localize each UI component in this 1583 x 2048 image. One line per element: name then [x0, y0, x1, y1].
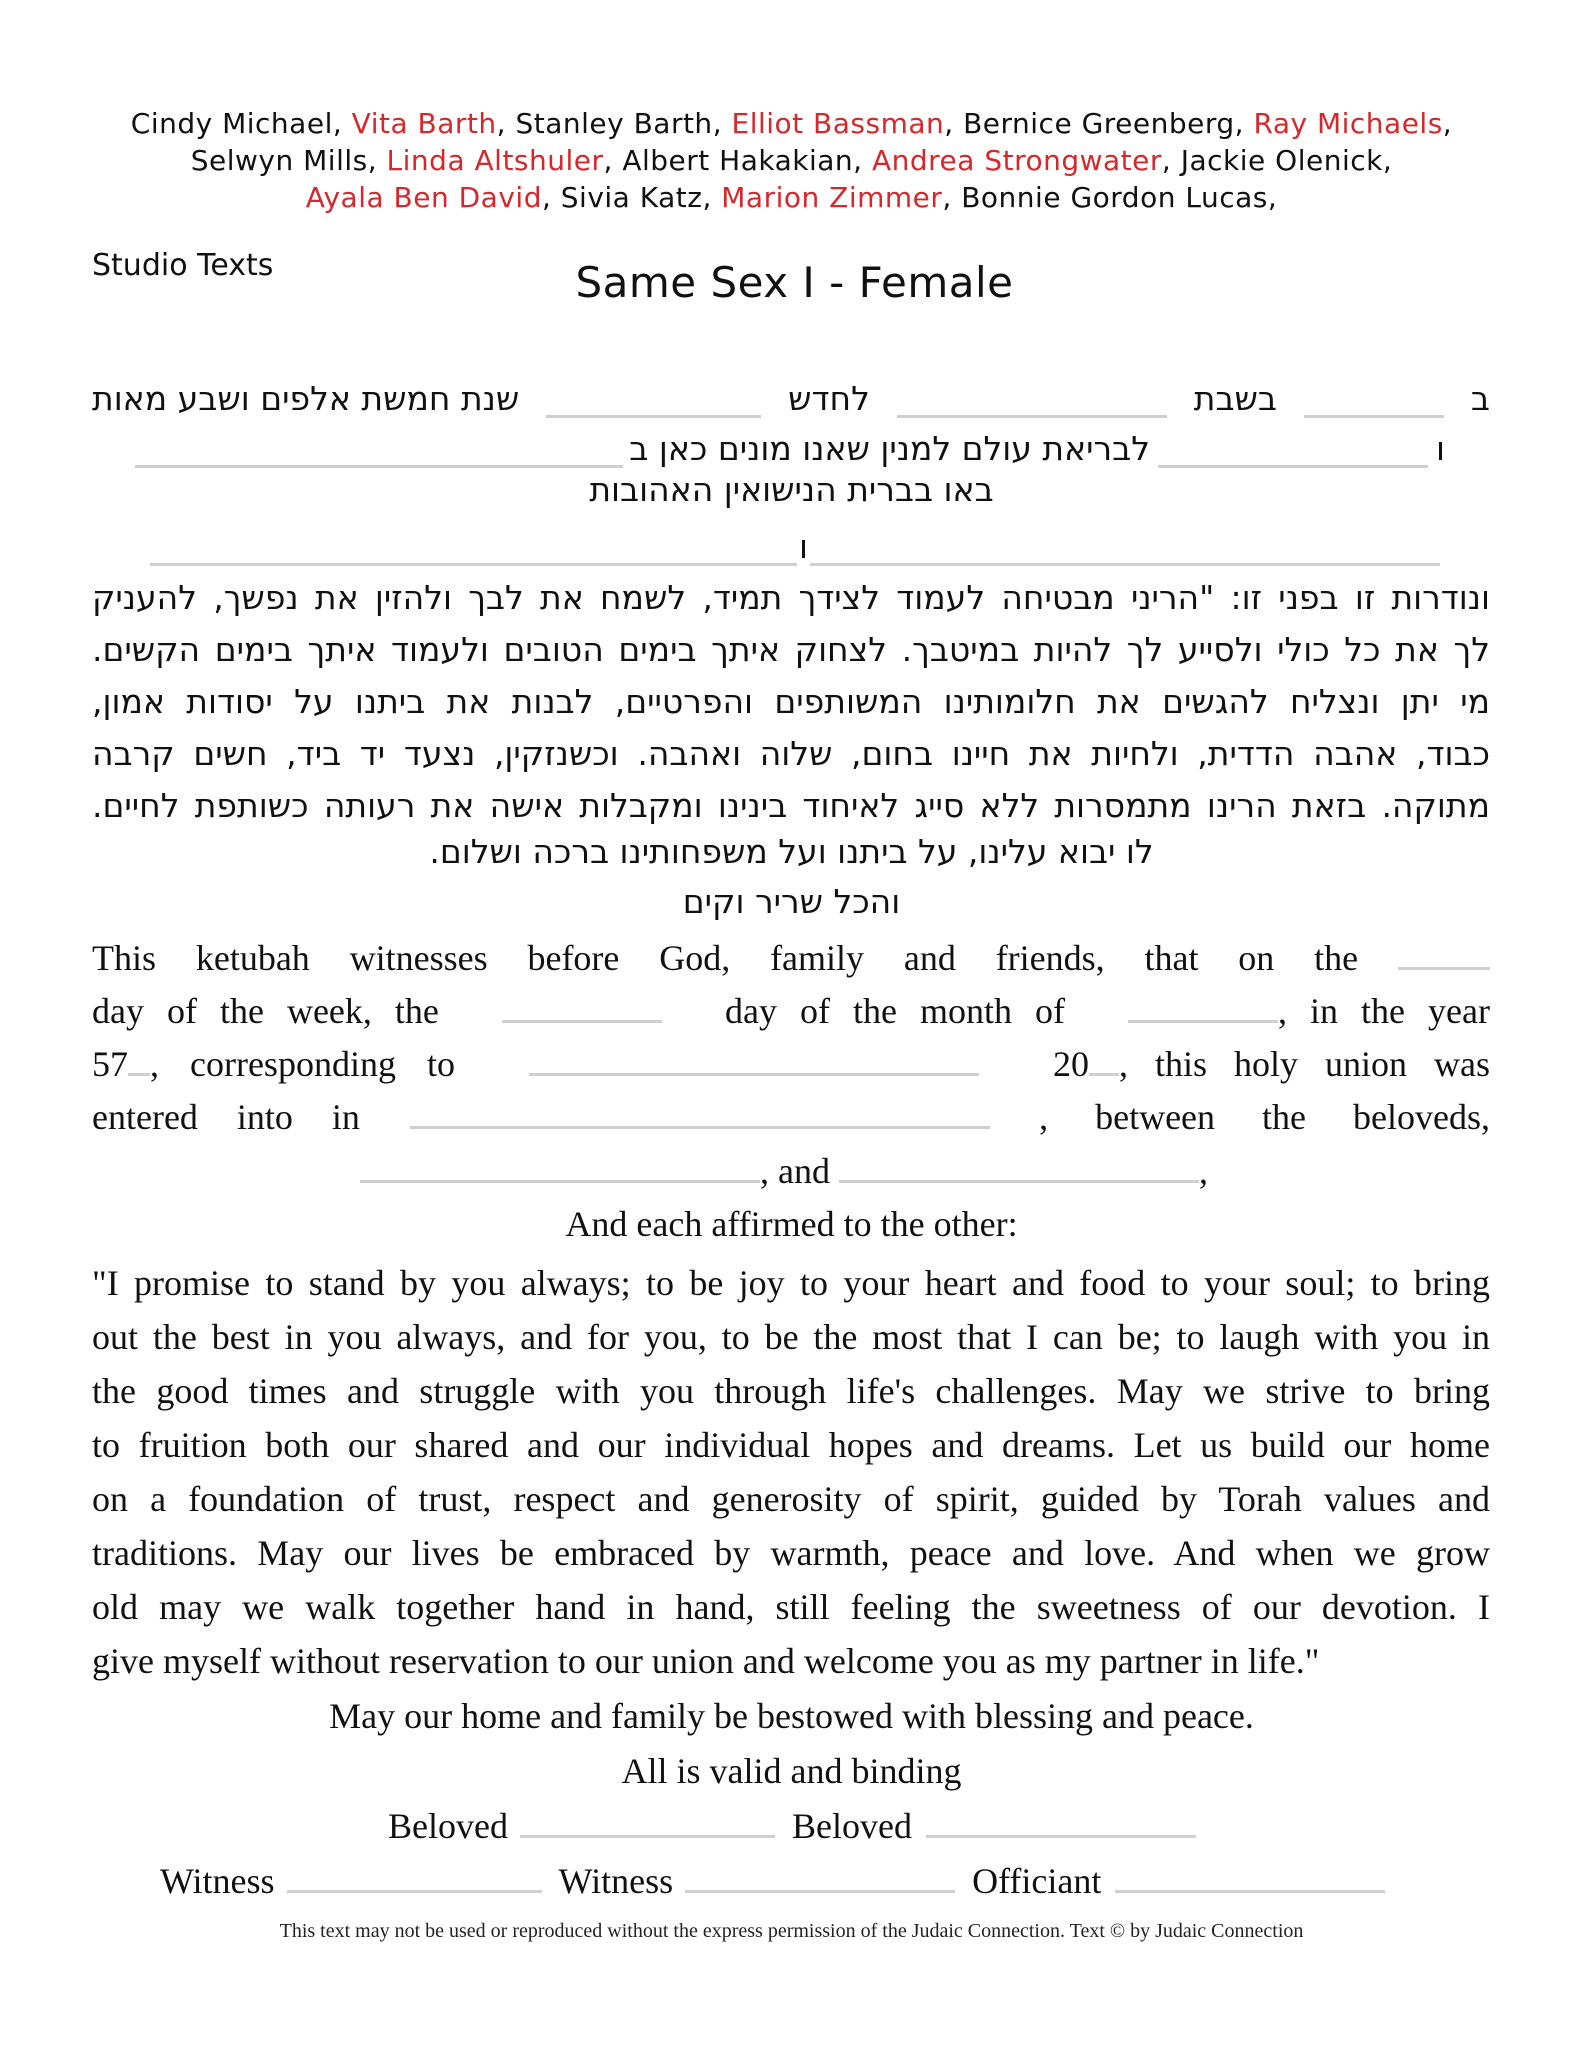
text-corresponding: , corresponding to: [150, 1044, 455, 1084]
separator: ,: [332, 107, 352, 140]
separator: ,: [853, 144, 872, 177]
location-blank-line[interactable]: [135, 465, 623, 468]
hebrew-paragraph-line: ונודרות זו בפני זו: "הריני מבטיחה לעמוד לצידך תמיד, לשמח את לבך ולהזין את נפשך, להעניק: [92, 578, 1490, 617]
separator: ,: [496, 107, 516, 140]
contributor-name: Selwyn Mills: [190, 144, 368, 177]
hebrew-covenant-line: באו בברית הנישואין האהובות: [589, 470, 994, 509]
separator: ,: [1234, 107, 1254, 140]
comma: ,: [1198, 1151, 1208, 1191]
hebrew-line-2: [135, 420, 1445, 468]
day-of-month-blank-line[interactable]: [897, 415, 1167, 418]
hebrew-year-text: שנת חמשת אלפים ושבע מאות: [92, 379, 520, 418]
hebrew-paragraph-line: מתוקה. בזאת הרינו מתמסרות ללא סייג לאיחוד בינינו ומקבלות אישה את רעותה כשותפת לחיים.: [92, 786, 1490, 825]
english-line-1: [92, 932, 1490, 985]
day-of-month-blank-line-en[interactable]: [502, 1020, 662, 1023]
separator: ,: [1267, 181, 1278, 214]
beloved-1-signature-line[interactable]: [520, 1835, 775, 1838]
english-date-paragraph: [92, 932, 1490, 1144]
vow-line: traditions. May our lives be embraced by warmth, peace and love. And when we grow: [92, 1533, 1490, 1573]
hebrew-blessing: לו יבוא עלינו, על ביתנו ועל משפחותינו ברכה ושלום.: [429, 832, 1154, 871]
hebrew-date-line: [92, 368, 1490, 418]
separator: ,: [1161, 144, 1181, 177]
separator: ,: [944, 107, 964, 140]
gregorian-date-blank-line[interactable]: [529, 1073, 979, 1076]
day-blank-line[interactable]: [1304, 415, 1444, 418]
hebrew-name-2-blank-line[interactable]: [150, 563, 797, 566]
year-prefix: 57: [92, 1044, 128, 1084]
separator: ,: [1442, 107, 1453, 140]
contributor-name: Marion Zimmer: [721, 181, 943, 214]
contributor-name: Ayala Ben David: [305, 181, 542, 214]
separator: ,: [702, 181, 722, 214]
word: family: [770, 938, 865, 978]
text-holy-union: , this holy union was: [1118, 1044, 1490, 1084]
weekday-blank-line[interactable]: [1398, 967, 1490, 970]
hebrew-b: ב: [1470, 379, 1490, 418]
hebrew-names-line: [150, 520, 1440, 566]
word: friends,: [995, 938, 1105, 978]
word: on: [1238, 938, 1275, 978]
text-entered-into: entered into in: [92, 1097, 360, 1137]
century-digit-blank-line[interactable]: [1089, 1073, 1119, 1076]
english-blessing: May our home and family be bestowed with blessing and peace.: [329, 1696, 1254, 1736]
text-and: , and: [760, 1151, 830, 1191]
contributor-name: Bonnie Gordon Lucas: [961, 181, 1268, 214]
word: God,: [659, 938, 731, 978]
vow-line: "I promise to stand by you always; to be joy to your heart and food to your soul; to bring: [92, 1263, 1490, 1303]
english-names-line: [360, 1150, 1208, 1192]
contributor-name: Elliot Bassman: [731, 107, 945, 140]
valid-binding: All is valid and binding: [621, 1751, 962, 1791]
witness-2-label: Witness: [558, 1861, 674, 1901]
english-vow-paragraph: [92, 1256, 1490, 1688]
vow-line: to fruition both our shared and our individual hopes and dreams. Let us build our home: [92, 1425, 1490, 1465]
hebrew-paragraph-line: כבוד, אהבה הדדית, ולחיות את חיינו בחום, שלוה ואהבה. וכשנזקין, נצעד יד ביד, חשים קרבה: [92, 734, 1490, 773]
english-line-3: [92, 1038, 1490, 1091]
contributor-name: Sivia Katz: [560, 181, 703, 214]
hebrew-closing: והכל שריר וקים: [682, 882, 901, 921]
contributor-name: Ray Michaels: [1253, 107, 1443, 140]
beloved-name-1-blank-line[interactable]: [360, 1180, 760, 1183]
witness-1-signature-line[interactable]: [287, 1890, 542, 1893]
beloved-signatures-row: [388, 1805, 1196, 1847]
beloved-2-label: Beloved: [791, 1806, 912, 1846]
year-digit-blank-line[interactable]: [1158, 465, 1428, 468]
text-in-the-year: , in the year: [1278, 991, 1490, 1031]
contributor-name: Bernice Greenberg: [963, 107, 1235, 140]
word: and: [903, 938, 956, 978]
separator: ,: [603, 144, 623, 177]
hebrew-paragraph-line: מי יתן ונצליח להגשים את חלומותינו המשותפים והפרטיים, לבנות את ביתנו על יסודות אמון,: [92, 682, 1490, 721]
text-day-of-month: day of the month of: [725, 991, 1065, 1031]
word: that: [1144, 938, 1199, 978]
text-between-beloveds: , between the beloveds,: [1039, 1097, 1490, 1137]
vow-line: old may we walk together hand in hand, still feeling the sweetness of our devotion. I: [92, 1587, 1490, 1627]
witness-signatures-row: [160, 1860, 1385, 1902]
beloved-name-2-blank-line[interactable]: [839, 1180, 1199, 1183]
contributors-row-3: [0, 179, 1583, 216]
word: witnesses: [349, 938, 488, 978]
hebrew-vav: ו: [799, 527, 808, 566]
copyright-footer: This text may not be used or reproduced without the express permission of the Judaic Connection. Text © by Judaic Connection: [279, 1920, 1304, 1942]
text-day-of-week: day of the week, the: [92, 991, 439, 1031]
hebrew-vow-paragraph: [92, 572, 1490, 832]
separator: ,: [942, 181, 962, 214]
document-title: [0, 258, 1583, 307]
month-blank-line-en[interactable]: [1128, 1020, 1278, 1023]
separator: ,: [541, 181, 561, 214]
word: before: [527, 938, 620, 978]
officiant-label: Officiant: [972, 1861, 1102, 1901]
month-blank-line[interactable]: [546, 415, 761, 418]
studio-texts-label: Studio Texts: [92, 248, 274, 283]
place-blank-line[interactable]: [410, 1126, 990, 1129]
separator: ,: [712, 107, 732, 140]
hebrew-bshabbat: בשבת: [1193, 379, 1278, 418]
contributor-name: Linda Altshuler: [386, 144, 604, 177]
vow-line: the good times and struggle with you through life's challenges. May we strive to bring: [92, 1371, 1490, 1411]
contributor-name: Cindy Michael: [130, 107, 333, 140]
title-text: Same Sex I - Female: [575, 258, 1014, 307]
contributor-name: Vita Barth: [351, 107, 497, 140]
witness-1-label: Witness: [160, 1861, 275, 1901]
word: ketubah: [195, 938, 310, 978]
english-line-2: [92, 985, 1490, 1038]
separator: ,: [367, 144, 387, 177]
witness-2-signature-line[interactable]: [685, 1890, 955, 1893]
hebrew-paragraph-line: לך את כל כולי ולסייע לך להיות במיטבך. לצחוק איתך בימים הטובים ולעמוד איתך בימים הקשים.: [92, 630, 1490, 669]
vow-line: out the best in you always, and for you, to be the most that I can be; to laugh with you in: [92, 1317, 1490, 1357]
vow-line: give myself without reservation to our union and welcome you as my partner in life.": [92, 1641, 1320, 1681]
word: This: [92, 938, 157, 978]
hebrew-vav: ו: [1436, 429, 1445, 468]
beloved-2-signature-line[interactable]: [926, 1835, 1196, 1838]
contributors-row-1: [0, 105, 1583, 142]
year-digit-blank-line-en[interactable]: [128, 1073, 150, 1076]
hebrew-creation-text: לבריאת עולם למנין שאנו מונים כאן ב: [629, 429, 1150, 468]
beloved-1-label: Beloved: [388, 1806, 508, 1846]
hebrew-name-1-blank-line[interactable]: [810, 563, 1440, 566]
word: the: [1314, 938, 1359, 978]
hebrew-lachodesh: לחדש: [788, 379, 870, 418]
separator: ,: [1382, 144, 1393, 177]
contributor-name: Jackie Olenick: [1180, 144, 1383, 177]
english-line-4: [92, 1091, 1490, 1144]
century-prefix: 20: [1052, 1044, 1089, 1084]
contributor-name: Andrea Strongwater: [871, 144, 1162, 177]
contributor-name: Stanley Barth: [515, 107, 713, 140]
contributors-row-2: [0, 142, 1583, 179]
vow-line: on a foundation of trust, respect and generosity of spirit, guided by Torah values and: [92, 1479, 1490, 1519]
contributor-name: Albert Hakakian: [622, 144, 854, 177]
officiant-signature-line[interactable]: [1115, 1890, 1385, 1893]
affirmed-heading: And each affirmed to the other:: [565, 1204, 1018, 1244]
